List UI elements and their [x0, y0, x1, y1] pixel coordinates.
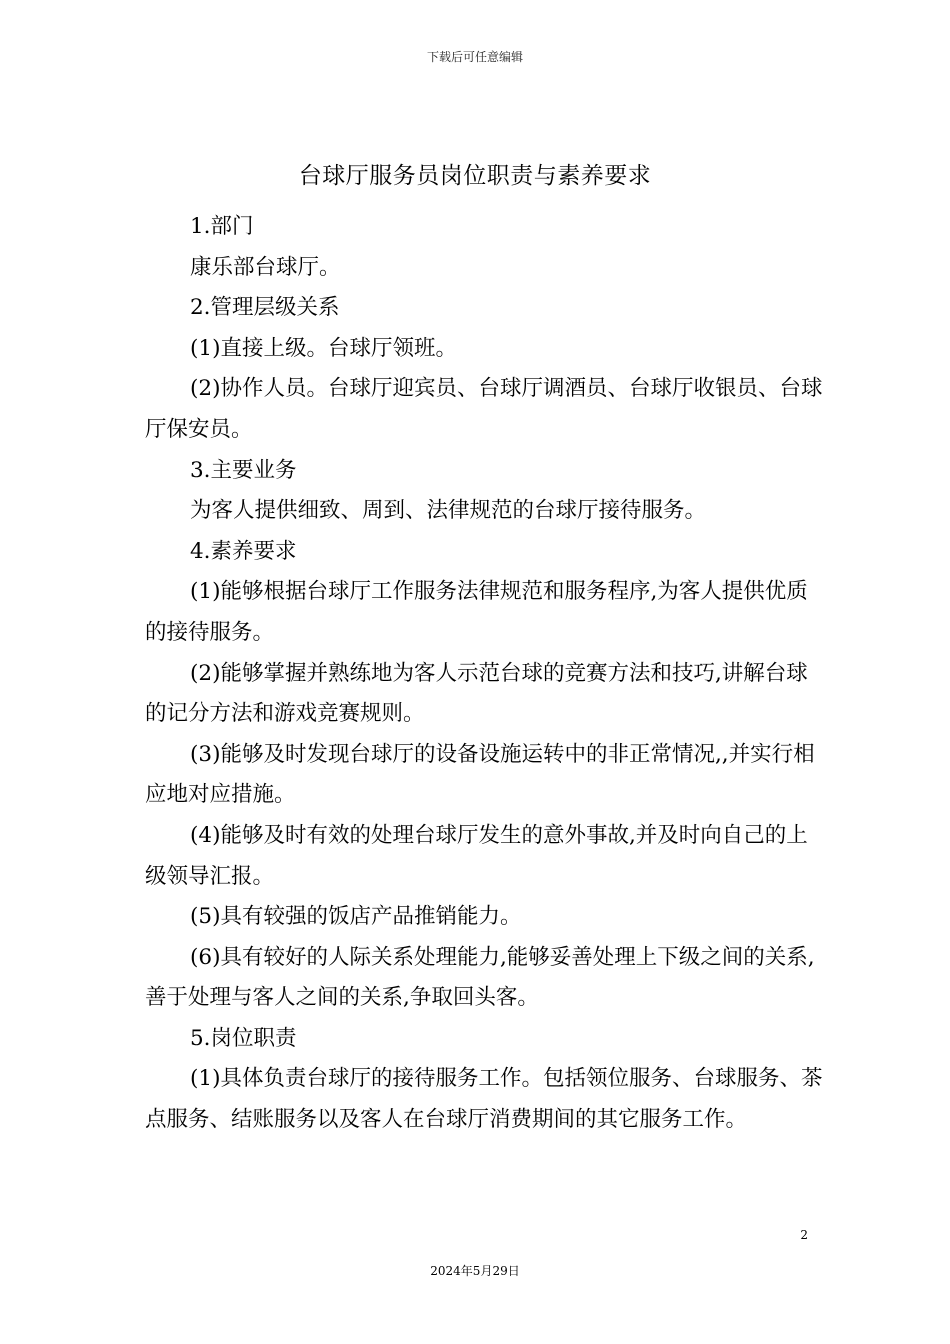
paragraph: 5.岗位职责 — [190, 1025, 297, 1051]
paragraph: (1)具体负责台球厅的接待服务工作。包括领位服务、台球服务、茶点服务、结账服务以及客人在台球厅消费期间的其它服务工作。 — [145, 1066, 823, 1133]
paragraph: (1)能够根据台球厅工作服务法律规范和服务程序,为客人提供优质的接待服务。 — [145, 579, 808, 645]
page-footer-date: 2024年5月29日 — [430, 1264, 520, 1278]
paragraph: (2)协作人员。台球厅迎宾员、台球厅调酒员、台球厅收银员、台球厅保安员。 — [145, 376, 823, 442]
paragraph: 康乐部台球厅。 — [190, 254, 341, 280]
paragraph: 1.部门 — [190, 214, 254, 239]
paragraph: (3)能够及时发现台球厅的设备设施运转中的非正常情况,,并实行相应地对应措施。 — [145, 741, 815, 808]
paragraph: (6)具有较好的人际关系处理能力,能够妥善处理上下级之间的关系,善于处理与客人之间的关系,争取回头客。 — [145, 944, 815, 1011]
paragraph: (5)具有较强的饭店产品推销能力。 — [190, 904, 522, 930]
paragraph: 4.素养要求 — [190, 538, 297, 564]
document-body — [145, 207, 825, 1141]
paragraph: 2.管理层级关系 — [190, 295, 340, 321]
document-title: 台球厅服务员岗位职责与素养要求 — [298, 163, 652, 189]
page-number: 2 — [800, 1228, 808, 1242]
paragraph: 为客人提供细致、周到、法律规范的台球厅接待服务。 — [190, 498, 707, 524]
paragraph: (2)能够掌握并熟练地为客人示范台球的竞赛方法和技巧,讲解台球的记分方法和游戏竞赛规则。 — [145, 660, 808, 727]
page-header: 下载后可任意编辑 — [426, 50, 523, 64]
paragraph: (1)直接上级。台球厅领班。 — [190, 335, 457, 361]
paragraph: (4)能够及时有效的处理台球厅发生的意外事故,并及时向自己的上级领导汇报。 — [145, 822, 808, 889]
paragraph: 3.主要业务 — [190, 457, 297, 483]
